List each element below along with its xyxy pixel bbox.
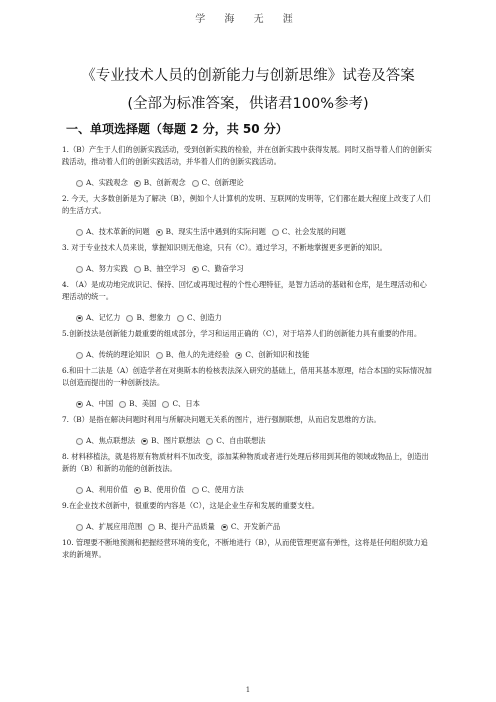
answer-options [76, 225, 434, 239]
question-text: 9.在企业技术创新中，很重要的内容是（C），这是企业生存和发展的重要支柱。 [62, 501, 319, 510]
option-label: A、实践观念 [86, 178, 128, 187]
page-header: 学 海 无 涯 [195, 14, 301, 25]
radio-button-icon[interactable] [76, 352, 83, 359]
answer-option[interactable] [177, 312, 222, 324]
radio-button-icon[interactable] [148, 524, 155, 531]
option-label: A、焦点联想法 [86, 436, 136, 445]
answer-option[interactable] [76, 349, 150, 361]
option-label: B、他人的先进经验 [165, 350, 230, 359]
radio-button-icon[interactable] [119, 401, 126, 408]
option-label: B、使用价值 [143, 485, 186, 494]
document-subtitle: (全部为标准答案，供诸君100%参考) [127, 96, 369, 112]
radio-button-icon[interactable] [76, 438, 83, 445]
radio-button-icon[interactable] [76, 524, 83, 531]
answer-option[interactable] [141, 435, 200, 447]
radio-button-icon[interactable] [76, 401, 83, 408]
answer-options [76, 311, 434, 325]
option-label: A、努力实践 [86, 264, 128, 273]
option-label: C、社会发展的问题 [281, 227, 346, 236]
option-label: C、使用方法 [201, 485, 244, 494]
radio-button-icon[interactable] [192, 487, 199, 494]
answer-option[interactable] [221, 521, 280, 533]
option-label: B、现实生活中遇到的实际问题 [165, 227, 266, 236]
radio-button-icon[interactable] [162, 401, 169, 408]
option-label: A、传统的理论知识 [86, 350, 150, 359]
option-label: A、利用价值 [86, 485, 128, 494]
answer-options [76, 483, 434, 497]
radio-button-icon[interactable] [221, 524, 228, 531]
answer-option[interactable] [76, 263, 128, 275]
option-label: C、创造力 [187, 313, 222, 322]
page-number: 1 [245, 686, 251, 694]
question-text: 8. 材料移植法，就是将原有物质材料不加改变，添加某种物质或者进行处理后移用到其他的领域或物品上，创造出新的（B）和新的功能的创新技法。 [62, 452, 429, 473]
answer-option[interactable] [76, 226, 150, 238]
radio-button-icon[interactable] [272, 229, 279, 236]
radio-button-icon[interactable] [134, 180, 141, 187]
answer-option[interactable] [192, 177, 244, 189]
section-heading: 一、单项选择题（每题 2 分，共 50 分） [66, 122, 288, 136]
answer-options [76, 397, 434, 411]
answer-option[interactable] [76, 435, 135, 447]
question-text: 6.和田十二法是（A）创造学者在对奥斯本的检核表法深入研究的基础上，借用其基本原理，结合本国的实际情况加以创造而提出的一种创新技法。 [62, 366, 432, 387]
radio-button-icon[interactable] [76, 315, 83, 322]
answer-option[interactable] [76, 177, 128, 189]
document-title: 《专业技术人员的创新能力与创新思维》试卷及答案 [81, 68, 415, 84]
question-text: 2. 今天，大多数创新是为了解决（B），例如个人计算机的发明、互联网的发明等，它们都在最大程度上改变了人们的生活方式。 [62, 194, 431, 215]
answer-option[interactable] [235, 349, 309, 361]
question-text: 4. （A）是成功地完成识记、保持、回忆或再现过程的个性心理特征，是智力活动的基础和仓库，是生理活动和心理活动的统一。 [62, 280, 427, 301]
option-label: C、创新理论 [201, 178, 244, 187]
question-text: 1.（B）产生于人们的创新实践活动，受到创新实践的检验，并在创新实践中获得发展。同时又指导着人们的创新实践活动，推动着人们的创新实践活动，并华着人们的创新实践活动。 [62, 145, 432, 166]
radio-button-icon[interactable] [192, 180, 199, 187]
radio-button-icon[interactable] [192, 266, 199, 273]
answer-option[interactable] [206, 435, 265, 447]
question-text: 3. 对于专业技术人员来说，掌握知识则无他途，只有（C）。通过学习，不断地掌握更多更新的知识。 [62, 243, 387, 252]
answer-option[interactable] [192, 484, 244, 496]
radio-button-icon[interactable] [76, 229, 83, 236]
option-label: A、记忆力 [86, 313, 121, 322]
option-label: B、抽空学习 [143, 264, 186, 273]
answer-option[interactable] [148, 521, 214, 533]
answer-options [76, 262, 434, 276]
answer-option[interactable] [156, 226, 266, 238]
option-label: B、美国 [129, 399, 157, 408]
radio-button-icon[interactable] [156, 229, 163, 236]
radio-button-icon[interactable] [177, 315, 184, 322]
answer-option[interactable] [192, 263, 244, 275]
question-text: 7.（B）是指在解决问题时利用与所解决问题无关系的图片，进行强制联想，从而启发思维的方法。 [62, 415, 381, 424]
answer-option[interactable] [76, 484, 128, 496]
answer-option[interactable] [162, 398, 199, 410]
option-label: B、提升产品质量 [158, 522, 215, 531]
answer-option[interactable] [134, 177, 186, 189]
option-label: B、创新观念 [143, 178, 186, 187]
option-label: A、中国 [86, 399, 114, 408]
answer-option[interactable] [76, 312, 120, 324]
option-label: A、扩展应用范围 [86, 522, 143, 531]
radio-button-icon[interactable] [134, 487, 141, 494]
option-label: A、技术革新的问题 [86, 227, 150, 236]
radio-button-icon[interactable] [206, 438, 213, 445]
answer-options [76, 434, 434, 448]
answer-options [76, 520, 434, 534]
answer-options [76, 348, 434, 362]
radio-button-icon[interactable] [235, 352, 242, 359]
option-label: C、创新知识和技能 [245, 350, 310, 359]
answer-option[interactable] [134, 263, 186, 275]
radio-button-icon[interactable] [126, 315, 133, 322]
radio-button-icon[interactable] [76, 180, 83, 187]
answer-option[interactable] [126, 312, 171, 324]
option-label: C、勤奋学习 [201, 264, 244, 273]
question-text: 5.创新技法是创新能力最重要的组成部分，学习和运用正确的（C），对于培养人们的创新能力具有重要的作用。 [62, 329, 422, 338]
radio-button-icon[interactable] [156, 352, 163, 359]
question-list [62, 144, 434, 561]
option-label: C、开发新产品 [230, 522, 281, 531]
answer-option[interactable] [272, 226, 346, 238]
radio-button-icon[interactable] [134, 266, 141, 273]
option-label: C、自由联想法 [216, 436, 266, 445]
option-label: C、日本 [172, 399, 200, 408]
answer-option[interactable] [76, 398, 113, 410]
answer-option[interactable] [119, 398, 156, 410]
option-label: B、图片联想法 [151, 436, 201, 445]
option-label: B、想象力 [136, 313, 172, 322]
answer-option[interactable] [156, 349, 230, 361]
radio-button-icon[interactable] [76, 487, 83, 494]
radio-button-icon[interactable] [76, 266, 83, 273]
answer-option[interactable] [76, 521, 142, 533]
answer-options [76, 176, 434, 190]
radio-button-icon[interactable] [141, 438, 148, 445]
question-text: 10. 管理要不断地预测和把握经营环境的变化，不断地进行（B），从而使管理更富有弹性，这将是任何组织致力追求的新境界。 [62, 538, 428, 559]
answer-option[interactable] [134, 484, 186, 496]
